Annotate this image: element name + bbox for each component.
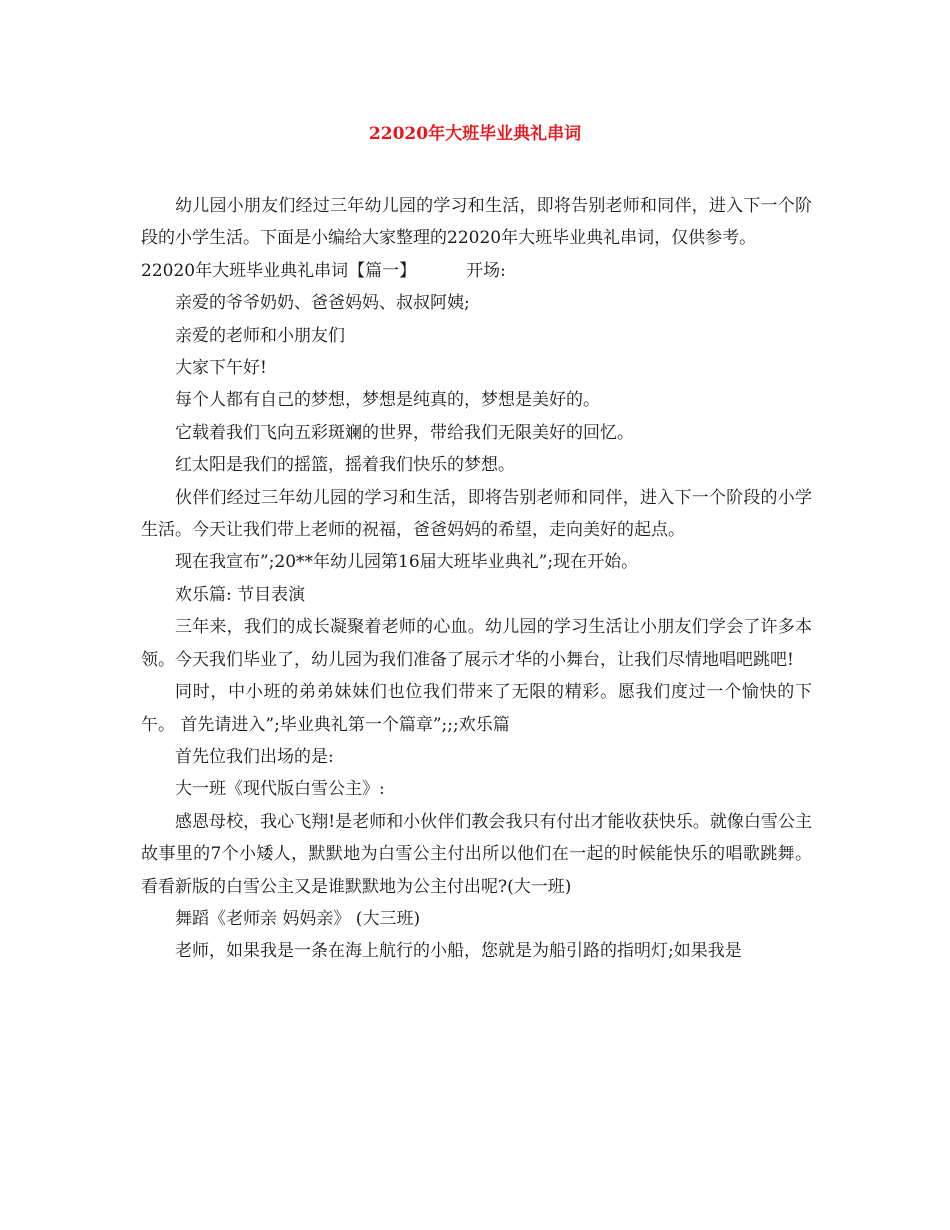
- document-body: [141, 190, 812, 968]
- body-paragraph: 欢乐篇: 节目表演: [175, 584, 306, 605]
- body-paragraph: 首先位我们出场的是:: [175, 746, 334, 767]
- section-opening: 开场:: [466, 260, 506, 281]
- body-paragraph: 现在我宣布”;20**年幼儿园第16届大班毕业典礼”;现在开始。: [175, 552, 639, 573]
- body-paragraph: 红太阳是我们的摇篮，摇着我们快乐的梦想。: [175, 455, 515, 476]
- section-heading-line: [141, 255, 812, 287]
- body-paragraph: 它载着我们飞向五彩斑斓的世界，带给我们无限美好的回忆。: [175, 422, 634, 443]
- body-paragraph: 舞蹈《老师亲 妈妈亲》 (大三班): [175, 908, 421, 929]
- body-paragraph: 三年来，我们的成长凝聚着老师的心血。幼儿园的学习生活让小朋友们学会了许多本领。今天我们毕业了，幼儿园为我们准备了展示才华的小舞台，让我们尽情地唱吧跳吧!: [141, 617, 812, 670]
- body-paragraph: 同时，中小班的弟弟妹妹们也位我们带来了无限的精彩。愿我们度过一个愉快的下午。 首先请进入”;毕业典礼第一个篇章”;;;欢乐篇: [141, 682, 812, 735]
- body-paragraph: 感恩母校，我心飞翔!是老师和小伙伴们教会我只有付出才能收获快乐。就像白雪公主故事里的7个小矮人，默默地为白雪公主付出所以他们在一起的时候能快乐的唱歌跳舞。看看新版的白雪公主又是谁默默地为公主付出呢?(大一班): [141, 811, 812, 897]
- body-paragraph: 大一班《现代版白雪公主》:: [175, 779, 385, 800]
- body-paragraph: 每个人都有自己的梦想，梦想是纯真的，梦想是美好的。: [175, 390, 600, 411]
- intro-paragraph: 幼儿园小朋友们经过三年幼儿园的学习和生活，即将告别老师和同伴，进入下一个阶段的小学生活。下面是小编给大家整理的22020年大班毕业典礼串词，仅供参考。: [141, 196, 812, 249]
- body-paragraph: 老师，如果我是一条在海上航行的小船，您就是为船引路的指明灯;如果我是: [175, 941, 742, 962]
- body-paragraph: 伙伴们经过三年幼儿园的学习和生活，即将告别老师和同伴，进入下一个阶段的小学生活。今天让我们带上老师的祝福，爸爸妈妈的希望，走向美好的起点。: [141, 487, 812, 541]
- document-title: 22020年大班毕业典礼串词: [368, 124, 582, 144]
- section-heading: 22020年大班毕业典礼串词【篇一】: [141, 260, 417, 281]
- body-paragraph: 大家下午好!: [175, 358, 267, 379]
- body-paragraph: 亲爱的爷爷奶奶、爸爸妈妈、叔叔阿姨;: [175, 293, 470, 314]
- body-paragraph: 亲爱的老师和小朋友们: [175, 325, 345, 346]
